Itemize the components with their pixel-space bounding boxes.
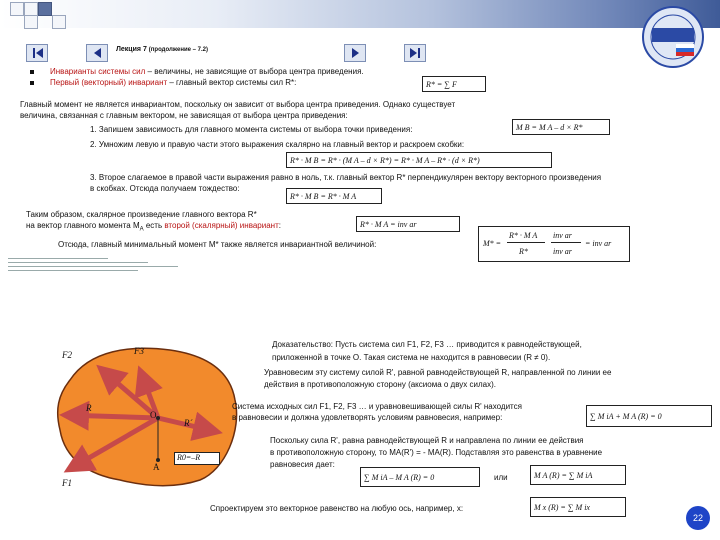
formula-equilibrium-2: ∑ M iA – M A (R) = 0: [360, 467, 480, 487]
bullet-2-text: – главный вектор системы сил R*:: [167, 78, 297, 87]
proof-line-9: равновесия дает:: [270, 460, 335, 469]
bullet-1-term: Инварианты системы сил: [50, 67, 146, 76]
conclusion-line-2: [26, 221, 281, 235]
step-2: 2. Умножим левую и правую части этого выражения скалярно на главный вектор и раскроем скобки:: [90, 140, 465, 149]
proof-line-5: Система исходных сил F1, F2, F3 … и уравновешивающей силы R' находится: [232, 402, 522, 411]
decor-square: [24, 2, 38, 16]
decor-square: [52, 15, 66, 29]
lecture-title-sub: (продолжение – 7.2): [148, 47, 208, 53]
para-line-1: Главный момент не является инвариантом, поскольку он зависит от выбора центра приведения. Однако существует: [20, 100, 456, 109]
decor-square: [10, 2, 24, 16]
proof-line-4: действия в противоположную сторону (аксиома о двух силах).: [264, 380, 496, 389]
bullet-icon: [30, 70, 34, 74]
formula-min-moment-rhs: = inv ar: [585, 239, 612, 248]
step-3-line-2: в скобках. Отсюда получаем тождество:: [90, 184, 240, 193]
faint-text-line: [8, 262, 148, 263]
faint-text-line: [8, 270, 138, 271]
second-invariant-term: второй (скалярный) инвариант: [164, 221, 279, 230]
formula-projection-x: M x (R) = ∑ M ix: [530, 497, 626, 517]
proof-line-3: Уравновесим эту систему силой R', равной равнодействующей R, направленной по линии ее: [264, 368, 612, 377]
next-page-button[interactable]: [344, 44, 366, 62]
last-page-button[interactable]: [404, 44, 426, 62]
formula-min-moment-num: R* · M A: [509, 231, 538, 240]
para-line-2: величина, связанная с главным вектором, не зависящая от выбора центра приведения:: [20, 111, 348, 120]
lecture-title-main: Лекция 7: [116, 46, 147, 53]
label-a: A: [153, 462, 160, 472]
first-page-button[interactable]: [26, 44, 48, 62]
proof-line-7: Поскольку сила R', равна равнодействующей R и направлена по линии ее действия: [270, 436, 584, 445]
resultant-arrow: [64, 415, 158, 418]
bullet-1: [50, 67, 364, 77]
prev-page-button[interactable]: [86, 44, 108, 62]
bullet-2: [50, 78, 296, 88]
label-r: R: [86, 403, 92, 413]
label-r0: R0=–R: [174, 452, 220, 465]
bullet-icon: [30, 81, 34, 85]
step-3-line-1: 3. Второе слагаемое в правой части выражения равно в ноль, т.к. главный вектор R* перпендикулярен вектору векторного произведения: [90, 173, 602, 182]
step-1: 1. Запишем зависимость для главного момента системы от выбора точки приведения:: [90, 125, 413, 134]
decor-square: [38, 2, 52, 16]
proof-line-8: в противоположную сторону, то MA(R') = - MA(R). Подставляя это равенства в уравнение: [270, 448, 603, 457]
formula-resultant: R* = ∑ F: [422, 76, 486, 92]
lecture-title: [116, 46, 208, 53]
formula-scalar-expansion: R* · M B = R* · (M A – d × R*) = R* · M A – R* · (d × R*): [286, 152, 552, 168]
formula-min-moment-den2: inv ar: [553, 247, 572, 256]
formula-min-moment-lhs: M* =: [483, 239, 502, 248]
formula-min-moment-den: R*: [519, 247, 528, 256]
formula-min-moment-num2: inv ar: [553, 231, 572, 240]
label-f3: F3: [134, 346, 144, 356]
final-statement: Отсюда, главный минимальный момент M* также является инвариантной величиной:: [58, 240, 377, 249]
decor-square: [24, 15, 38, 29]
top-banner: [0, 0, 720, 28]
label-o: O: [150, 410, 157, 420]
label-r-prime: R´: [184, 418, 193, 428]
formula-min-moment: [478, 226, 630, 262]
formula-equilibrium: ∑ M iA + M A (R) = 0: [586, 405, 712, 427]
formula-identity: R* · M B = R* · M A: [286, 188, 382, 204]
formula-second-invariant: R* · M A = inv ar: [356, 216, 460, 232]
formula-moment-transfer: M B = M A – d × R*: [512, 119, 610, 135]
fraction-line: [551, 242, 581, 243]
proof-line-2: приложенной в точке O. Такая система не находится в равновесии (R ≠ 0).: [272, 353, 551, 362]
conclusion-text-2: есть: [143, 221, 165, 230]
formula-moment-sum: M A (R) = ∑ M iA: [530, 465, 626, 485]
page-number-badge: 22: [686, 506, 710, 530]
conclusion-line-1: Таким образом, скалярное произведение главного вектора R*: [26, 210, 257, 219]
label-f2: F2: [62, 350, 72, 360]
conclusion-text: на вектор главного момента M: [26, 221, 140, 230]
institute-logo: [640, 4, 706, 70]
proof-line-10: Спроектируем это векторное равенство на любую ось, например, x:: [210, 504, 464, 513]
label-f1: F1: [62, 478, 72, 488]
proof-line-6: в равновесии и должна удовлетворять условиям равновесия, например:: [232, 413, 503, 422]
faint-text-line: [8, 266, 178, 267]
fraction-line: [507, 242, 545, 243]
or-word: или: [494, 473, 508, 482]
proof-line-1: Доказательство: Пусть система сил F1, F2, F3 … приводится к равнодействующей,: [272, 340, 582, 349]
conclusion-subscript: A: [139, 226, 144, 233]
bullet-2-term: Первый (векторный) инвариант: [50, 78, 168, 87]
faint-text-line: [8, 258, 108, 259]
bullet-1-text: – величины, не зависящие от выбора центра приведения.: [145, 67, 364, 76]
conclusion-colon: :: [278, 221, 281, 230]
